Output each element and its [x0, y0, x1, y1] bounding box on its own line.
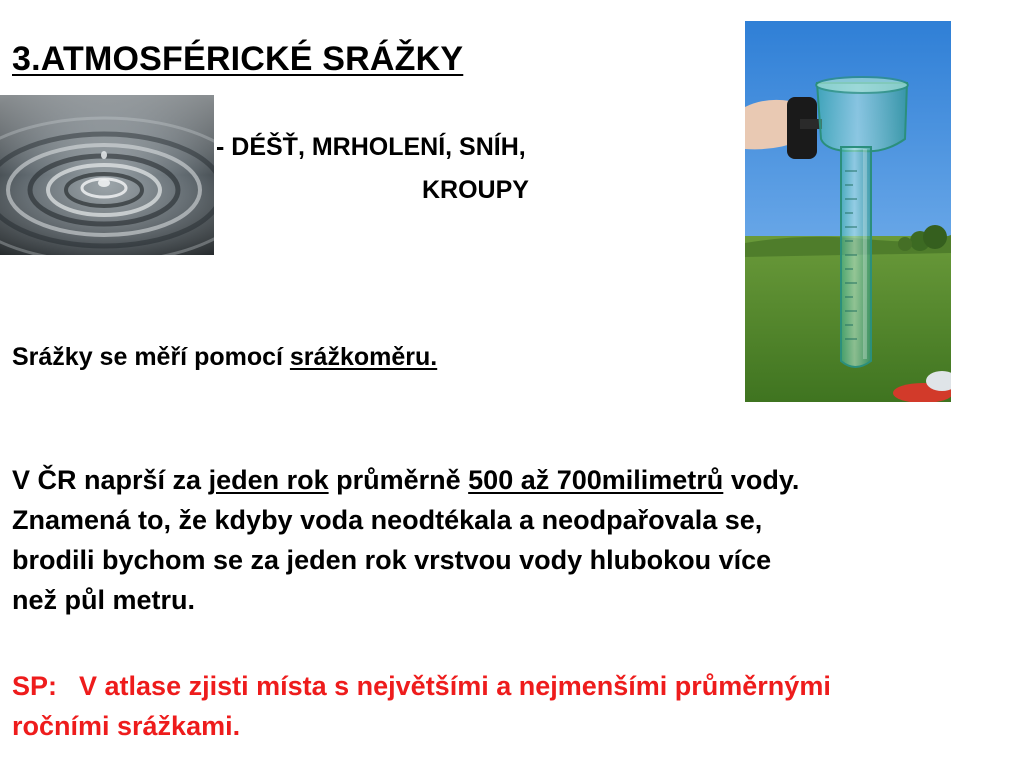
paragraph-line-1: [12, 460, 1017, 500]
paragraph-line-4: než půl metru.: [12, 585, 196, 615]
paragraph-line-2: Znamená to, že kdyby voda neodtékala a neodpařovala se,: [12, 505, 763, 535]
rain-gauge-term: srážkoměru.: [289, 343, 438, 371]
paragraph-text: vody.: [723, 465, 800, 495]
precipitation-types-line1: - DÉŠŤ, MRHOLENÍ, SNÍH,: [216, 133, 526, 161]
rain-gauge-photo: [745, 21, 951, 402]
assignment-task: [12, 666, 1024, 746]
precipitation-types-line2: KROUPY: [422, 176, 529, 204]
rain-gauge-image: [745, 21, 951, 402]
water-drop-photo: [0, 95, 214, 255]
water-ripple-image: [0, 95, 214, 255]
task-label: SP:: [12, 671, 58, 701]
rainfall-paragraph: [12, 460, 1017, 620]
task-line-2: ročními srážkami.: [12, 711, 241, 741]
page-title: 3.ATMOSFÉRICKÉ SRÁŽKY: [12, 40, 464, 78]
task-line-1: [12, 666, 1024, 706]
paragraph-text: V ČR naprší za: [12, 465, 209, 495]
paragraph-text: průměrně: [328, 465, 469, 495]
measurement-sentence: [12, 343, 437, 372]
paragraph-line-3: brodili bychom se za jeden rok vrstvou vody hlubokou více: [12, 545, 772, 575]
measurement-text: Srážky se měří pomocí: [12, 343, 290, 371]
task-text: V atlase zjisti místa s největšími a nejmenšími průměrnými: [79, 671, 831, 701]
one-year-term: jeden rok: [208, 465, 329, 495]
rainfall-amount: 500 až 700milimetrů: [468, 465, 724, 495]
